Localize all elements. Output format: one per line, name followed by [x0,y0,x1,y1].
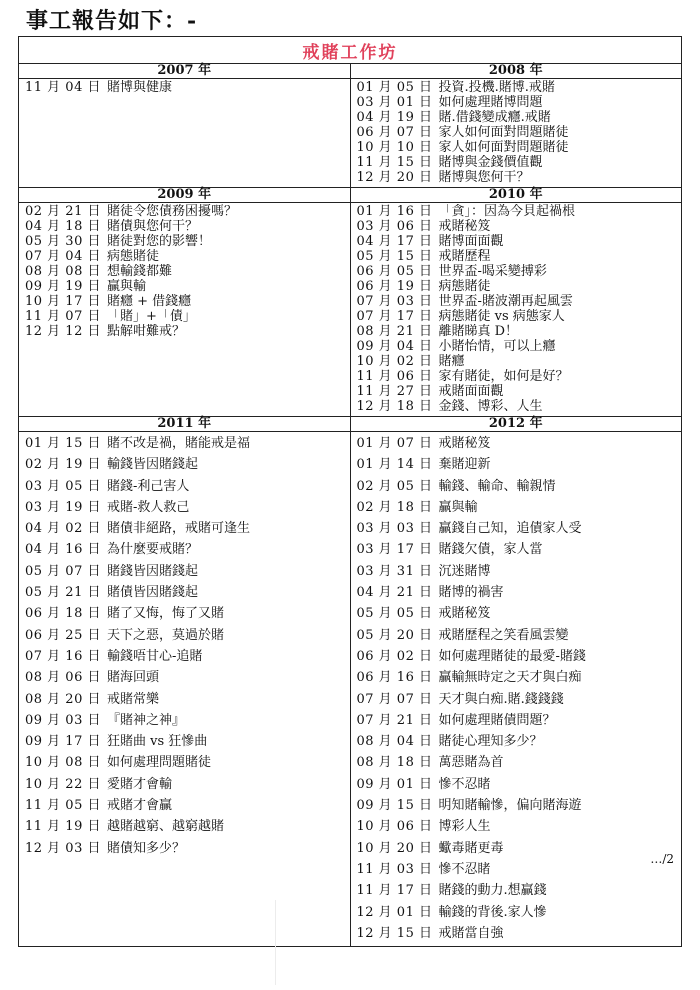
event-date: 06 月 16 日 [356,670,433,686]
report-heading: 事工報告如下：- [26,8,198,34]
event-date: 04 月 17 日 [356,234,433,249]
event-title: 世界盃-喝采變搏彩 [438,264,547,279]
event-title: 博彩人生 [438,819,491,835]
event-row [25,476,350,497]
event-title: 越賭越窮、越窮越賭 [107,819,225,835]
event-title: 戒賭-救人救己 [107,499,190,515]
event-row [357,170,682,185]
event-title: 病態賭徒 vs 病態家人 [438,309,565,324]
event-title: 「賭」+「債」 [107,309,196,324]
event-row [357,354,682,369]
event-title: 天下之惡，莫過於賭 [107,627,225,643]
event-date: 12 月 15 日 [356,925,433,941]
event-date: 04 月 16 日 [25,542,101,558]
event-row [25,731,350,752]
event-title: 世界盃-賭波潮再起風雲 [438,294,573,309]
event-title: 賭錢欠債，家人當 [438,542,543,558]
event-date: 09 月 15 日 [356,798,433,814]
event-title: 賭癮 [438,354,465,369]
event-row [25,774,350,795]
event-row [25,80,350,95]
event-title: 賭博的禍害 [438,585,504,601]
event-row [25,497,350,518]
event-row [25,433,350,454]
event-title: 戒賭才會贏 [107,798,173,814]
event-row [357,923,682,944]
event-title: 沉迷賭博 [438,563,491,579]
event-title: 賭徒令您債務困擾嗎？ [107,204,238,219]
event-row [357,264,682,279]
event-date: 04 月 19 日 [356,110,433,125]
year-heading-2010: 2010 年 [351,188,682,203]
event-row [357,816,682,837]
year-heading-2012: 2012 年 [351,417,682,432]
event-date: 08 月 20 日 [25,691,101,707]
event-date: 01 月 05 日 [356,80,433,95]
event-title: 賭博與您何干？ [438,170,530,185]
event-title: 戒賭常樂 [107,691,160,707]
event-title: 戒賭秘笈 [438,436,491,451]
year-block-2009 [19,188,351,417]
year-heading-2009: 2009 年 [19,188,350,203]
event-title: 家人如何面對問題賭徒 [438,140,569,155]
event-date: 11 月 15 日 [356,155,433,170]
event-row [25,234,350,249]
event-date: 12 月 01 日 [356,904,433,920]
event-row [25,309,350,324]
event-row [25,689,350,710]
event-row [357,497,682,518]
event-row [25,219,350,234]
event-title: 賭債非絕路，戒賭可逢生 [107,521,251,537]
event-title: 賭債知多少？ [107,840,186,856]
event-title: 戒賭面面觀 [438,384,504,399]
event-date: 11 月 07 日 [25,309,101,324]
paper-fold-line [275,900,276,985]
event-list-2007 [19,79,350,97]
event-title: 金錢、博彩、人生 [438,399,543,414]
event-title: 賭博面面觀 [438,234,504,249]
event-date: 07 月 04 日 [25,249,101,264]
event-list-2012 [351,432,682,946]
event-title: 賭海回頭 [107,670,160,686]
event-date: 01 月 15 日 [25,436,101,451]
event-list-2010 [351,203,682,416]
workshop-table [18,36,682,947]
event-date: 09 月 01 日 [356,776,433,792]
event-row [25,646,350,667]
event-title: 蠍毒賭更毒 [438,840,504,856]
event-date: 11 月 06 日 [356,369,433,384]
event-title: 賭博與金錢價值觀 [438,155,543,170]
event-date: 12 月 20 日 [356,170,433,185]
event-row [25,816,350,837]
event-row [25,582,350,603]
event-date: 08 月 21 日 [356,324,433,339]
event-row [357,561,682,582]
event-row [357,476,682,497]
event-date: 12 月 18 日 [356,399,433,414]
event-title: 點解咁難戒？ [107,324,186,339]
event-title: 賭徒心理知多少？ [438,734,543,750]
event-title: 戒賭秘笈 [438,219,491,234]
event-date: 05 月 15 日 [356,249,433,264]
event-title: 賭債皆因賭錢起 [107,585,199,601]
event-title: 為什麼要戒賭？ [107,542,199,558]
event-title: 如何處理問題賭徒 [107,755,212,771]
event-date: 03 月 19 日 [25,499,101,515]
event-date: 05 月 07 日 [25,563,101,579]
event-date: 09 月 17 日 [25,734,101,750]
year-block-2007 [19,64,351,188]
event-row [357,140,682,155]
event-row [357,110,682,125]
event-row [25,838,350,859]
event-row [25,518,350,539]
event-row [25,324,350,339]
event-date: 06 月 05 日 [356,264,433,279]
event-date: 06 月 18 日 [25,606,101,622]
event-row [357,80,682,95]
event-row [25,294,350,309]
event-date: 10 月 06 日 [356,819,433,835]
event-list-2008 [351,79,682,187]
event-title: 狂賭曲 vs 狂慘曲 [107,734,208,750]
event-title: 輸錢唔甘心-追賭 [107,648,203,664]
event-title: 天才與白痴.賭.錢錢錢 [438,691,564,707]
event-title: 病態賭徒 [107,249,160,264]
event-date: 10 月 10 日 [356,140,433,155]
event-row [25,710,350,731]
event-row [357,339,682,354]
event-date: 03 月 03 日 [356,521,433,537]
event-date: 11 月 19 日 [25,819,101,835]
event-row [357,324,682,339]
event-date: 04 月 21 日 [356,585,433,601]
event-title: 賭了又悔，悔了又賭 [107,606,225,622]
workshop-banner: 戒賭工作坊 [302,43,398,63]
event-title: 賭徒對您的影響！ [107,234,212,249]
event-title: 慘不忍睹 [438,776,491,792]
event-row [357,646,682,667]
event-date: 09 月 04 日 [356,339,433,354]
event-date: 02 月 21 日 [25,204,101,219]
event-date: 01 月 16 日 [356,204,433,219]
year-heading-2007: 2007 年 [19,64,350,79]
event-title: 『賭神之神』 [107,712,186,728]
event-date: 07 月 17 日 [356,309,433,324]
event-title: 如何處理賭債問題？ [438,712,556,728]
event-title: 賭錢-利己害人 [107,478,190,494]
event-row [25,264,350,279]
event-row [25,795,350,816]
event-date: 04 月 02 日 [25,521,101,537]
event-title: 賭不改是禍，賭能戒是福 [107,436,251,451]
event-title: 家有賭徒，如何是好？ [438,369,569,384]
event-date: 08 月 08 日 [25,264,101,279]
event-date: 02 月 19 日 [25,457,101,473]
event-title: 賭債與您何干？ [107,219,199,234]
event-date: 11 月 27 日 [356,384,433,399]
year-heading-2011: 2011 年 [19,417,350,432]
event-title: 賭錢皆因賭錢起 [107,563,199,579]
event-row [357,234,682,249]
event-title: 小賭怡情，可以上癮 [438,339,556,354]
event-date: 02 月 18 日 [356,499,433,515]
event-row [25,752,350,773]
event-date: 10 月 20 日 [356,840,433,856]
year-block-2010 [350,188,682,417]
event-date: 04 月 18 日 [25,219,101,234]
event-title: 戒賭歷程 [438,249,491,264]
event-date: 03 月 31 日 [356,563,433,579]
event-title: 愛賭才會輸 [107,776,173,792]
event-date: 07 月 21 日 [356,712,433,728]
event-date: 06 月 07 日 [356,125,433,140]
event-date: 08 月 06 日 [25,670,101,686]
event-date: 03 月 01 日 [356,95,433,110]
event-row [357,582,682,603]
event-date: 07 月 07 日 [356,691,433,707]
event-title: 如何處理賭徒的最愛-賭錢 [438,648,586,664]
event-row [357,902,682,923]
event-row [357,279,682,294]
event-row [357,603,682,624]
event-title: 棄賭迎新 [438,457,491,473]
event-date: 11 月 17 日 [356,883,433,899]
event-date: 08 月 04 日 [356,734,433,750]
event-row [25,539,350,560]
event-date: 09 月 19 日 [25,279,101,294]
event-date: 05 月 21 日 [25,585,101,601]
event-title: 病態賭徒 [438,279,491,294]
event-row [25,279,350,294]
banner-cell [19,37,682,64]
event-row [357,774,682,795]
event-row [357,399,682,414]
event-date: 11 月 03 日 [356,861,433,877]
event-row [357,752,682,773]
event-date: 06 月 02 日 [356,648,433,664]
event-title: 贏與輸 [438,499,478,515]
event-row [25,204,350,219]
event-title: 輸錢皆因賭錢起 [107,457,199,473]
event-date: 10 月 22 日 [25,776,101,792]
event-row [25,561,350,582]
event-date: 03 月 06 日 [356,219,433,234]
event-row [357,125,682,140]
event-date: 10 月 08 日 [25,755,101,771]
event-title: 賭錢的動力.想贏錢 [438,883,547,899]
event-row [357,155,682,170]
event-date: 07 月 16 日 [25,648,101,664]
event-list-2009 [19,203,350,341]
event-row [357,689,682,710]
event-row [357,249,682,264]
event-date: 10 月 02 日 [356,354,433,369]
event-title: 輸錢的背後.家人慘 [438,904,547,920]
event-title: 想輸錢都難 [107,264,173,279]
event-row [25,625,350,646]
event-row [357,539,682,560]
event-date: 05 月 05 日 [356,606,433,622]
event-date: 05 月 20 日 [356,627,433,643]
event-date: 06 月 19 日 [356,279,433,294]
event-row [357,384,682,399]
year-block-2011 [19,417,351,947]
event-row [357,838,682,859]
event-title: 賭博與健康 [107,80,173,95]
event-date: 06 月 25 日 [25,627,101,643]
event-title: 贏輸無時定之天才與白痴 [438,670,582,686]
event-title: 戒賭歷程之笑看風雲變 [438,627,569,643]
event-date: 08 月 18 日 [356,755,433,771]
event-row [357,710,682,731]
event-row [25,249,350,264]
event-row [357,204,682,219]
event-row [357,625,682,646]
event-date: 10 月 17 日 [25,294,101,309]
event-date: 07 月 03 日 [356,294,433,309]
event-row [25,603,350,624]
year-heading-2008: 2008 年 [351,64,682,79]
event-date: 01 月 07 日 [356,436,433,451]
event-title: 賭.借錢變成癮.戒賭 [438,110,551,125]
event-row [357,369,682,384]
event-list-2011 [19,432,350,861]
event-title: 如何處理賭博問題 [438,95,543,110]
event-date: 03 月 05 日 [25,478,101,494]
year-block-2012 [350,417,682,947]
event-date: 11 月 05 日 [25,798,101,814]
event-date: 11 月 04 日 [25,80,101,95]
event-date: 05 月 30 日 [25,234,101,249]
event-date: 09 月 03 日 [25,712,101,728]
event-date: 03 月 17 日 [356,542,433,558]
event-date: 02 月 05 日 [356,478,433,494]
event-row [357,219,682,234]
event-title: 贏錢自己知，追債家人受 [438,521,582,537]
event-title: 家人如何面對問題賭徒 [438,125,569,140]
event-title: 萬惡賭為首 [438,755,504,771]
event-title: 離賭睇真 D！ [438,324,519,339]
event-row [357,95,682,110]
event-row [357,294,682,309]
event-row [25,454,350,475]
event-row [357,859,682,880]
event-date: 12 月 03 日 [25,840,101,856]
event-row [357,309,682,324]
event-row [357,880,682,901]
event-row [357,454,682,475]
event-row [357,518,682,539]
event-title: 賭癮 + 借錢癮 [107,294,192,309]
year-block-2008 [350,64,682,188]
event-row [357,795,682,816]
event-row [357,433,682,454]
event-title: 輸錢、輸命、輸親情 [438,478,556,494]
event-row [25,667,350,688]
event-row [357,667,682,688]
event-title: 「貪」：因為今貝起禍根 [438,204,576,219]
event-date: 01 月 14 日 [356,457,433,473]
event-title: 贏與輸 [107,279,147,294]
event-title: 投資.投機.賭博.戒賭 [438,80,555,95]
event-row [357,731,682,752]
event-title: 明知賭輸慘，偏向賭海遊 [438,798,582,814]
event-title: 戒賭當自強 [438,925,504,941]
page-continuation-marker: …/2 [650,852,674,866]
event-title: 慘不忍睹 [438,861,491,877]
event-title: 戒賭秘笈 [438,606,491,622]
event-date: 12 月 12 日 [25,324,101,339]
